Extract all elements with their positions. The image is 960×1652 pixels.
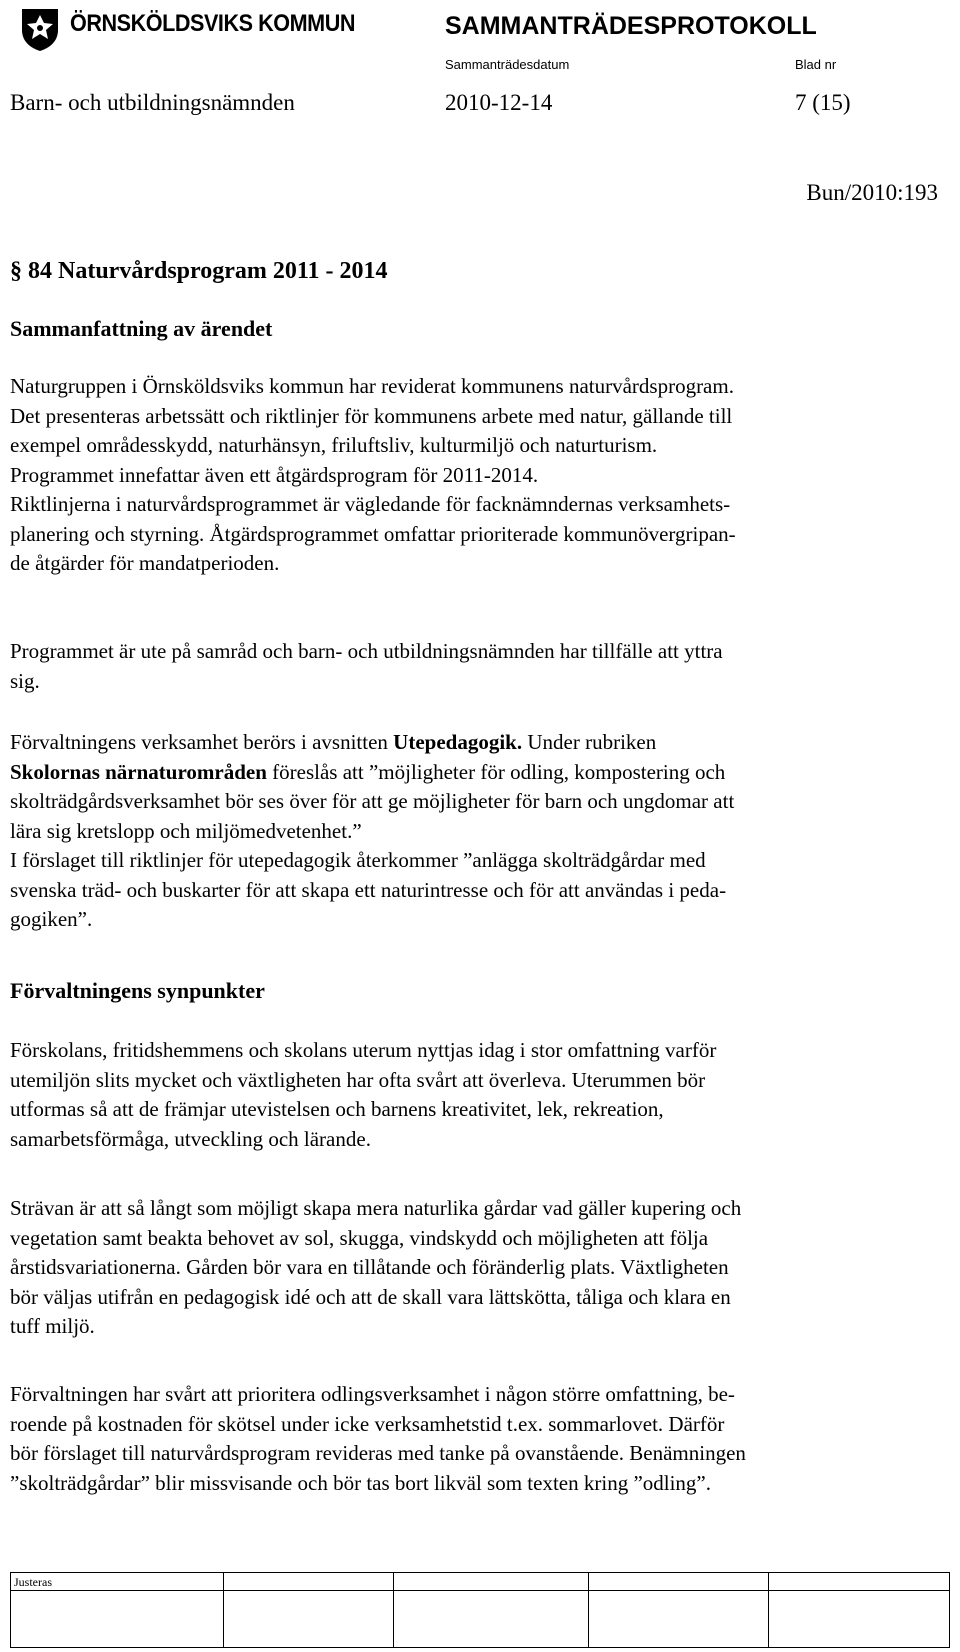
text-line: utformas så att de främjar utevistelsen och barnens kreativitet, lek, rekreation,	[10, 1097, 664, 1121]
signature-cell	[11, 1573, 224, 1647]
signature-field	[769, 1590, 949, 1647]
text-line: Naturgruppen i Örnsköldsviks kommun har reviderat kommunens naturvårdsprogram.	[10, 374, 734, 398]
meeting-date: 2010-12-14	[445, 90, 553, 115]
text-line	[10, 728, 940, 758]
text-line: Programmet är ute på samråd och barn- och utbildningsnämnden har tillfälle att yttra	[10, 639, 723, 663]
text-line: Programmet innefattar även ett åtgärdsprogram för 2011-2014.	[10, 462, 539, 487]
signature-field	[589, 1590, 768, 1647]
section-title: § 84 Naturvårdsprogram 2011 - 2014	[10, 258, 388, 284]
views-paragraph-2	[10, 1194, 940, 1342]
text-line: de åtgärder för mandatperioden.	[10, 551, 280, 575]
signature-field	[224, 1590, 393, 1647]
signature-label: Justeras	[14, 1575, 52, 1589]
summary-heading: Sammanfattning av ärendet	[10, 316, 273, 341]
text-run: föreslås att ”möjligheter för odling, kompostering och	[266, 759, 726, 784]
text-line: exempel områdesskydd, naturhänsyn, friluftsliv, kulturmiljö och naturturism.	[10, 433, 658, 457]
text-run: Under rubriken	[522, 730, 657, 754]
signature-field	[11, 1590, 223, 1647]
text-line: lära sig kretslopp och miljömedvetenhet.”	[10, 818, 362, 843]
text-line: årstidsvariationerna. Gården bör vara en tillåtande och föränderlig plats. Växtligheten	[10, 1255, 729, 1279]
text-line: Förskolans, fritidshemmens och skolans uterum nyttjas idag i stor omfattning varför	[10, 1038, 717, 1062]
text-line	[10, 758, 940, 788]
bold-term-utepedagogik: Utepedagogik.	[393, 730, 523, 754]
text-line: samarbetsförmåga, utveckling och lärande.	[10, 1126, 371, 1151]
text-line: planering och styrning. Åtgärdsprogrammet omfattar prioriterade kommunövergripan-	[10, 521, 736, 546]
organization-name: ÖRNSKÖLDSVIKS KOMMUN	[70, 10, 356, 37]
text-line: vegetation samt beakta behovet av sol, skugga, vindskydd och möjligheten att följa	[10, 1225, 709, 1250]
document-title: SAMMANTRÄDESPROTOKOLL	[445, 12, 817, 40]
bold-term-skolornas-narnaturomraden: Skolornas närnaturområden	[10, 759, 267, 784]
signature-field	[394, 1590, 588, 1647]
municipality-crest-logo	[18, 6, 62, 52]
signature-cell	[769, 1573, 949, 1647]
text-line: sig.	[10, 668, 40, 693]
text-line: Riktlinjerna i naturvårdsprogrammet är vägledande för facknämndernas verksamhets-	[10, 492, 731, 516]
committee-name: Barn- och utbildningsnämnden	[10, 90, 295, 115]
text-line: tuff miljö.	[10, 1314, 95, 1338]
summary-paragraph-1	[10, 372, 940, 579]
text-line: skolträdgårdsverksamhet bör ses över för att ge möjligheter för barn och ungdomar att	[10, 789, 735, 813]
text-line: bör förslaget till naturvårdsprogram revideras med tanke på ovanstående. Benämningen	[10, 1441, 746, 1465]
signature-box	[10, 1572, 950, 1648]
text-line: ”skolträdgårdar” blir missvisande och bör tas bort likväl som texten kring ”odling”.	[10, 1470, 711, 1495]
text-line: bör väljas utifrån en pedagogisk idé och att de skall vara lättskötta, tåliga och klara en	[10, 1284, 731, 1309]
page-number: 7 (15)	[795, 90, 851, 115]
text-line: svenska träd- och buskarter för att skapa ett naturintresse och för att användas i peda-	[10, 877, 727, 902]
text-line: gogiken”.	[10, 907, 93, 931]
case-reference: Bun/2010:193	[806, 180, 938, 205]
text-line: Förvaltningen har svårt att prioritera odlingsverksamhet i någon större omfattning, be-	[10, 1382, 735, 1406]
page-number-label: Blad nr	[795, 57, 837, 72]
text-line: roende på kostnaden för skötsel under icke verksamhetstid t.ex. sommarlovet. Därför	[10, 1411, 725, 1436]
summary-paragraph-3	[10, 728, 940, 935]
meeting-date-label: Sammanträdesdatum	[445, 57, 570, 72]
text-line: utemiljön slits mycket och växtligheten har ofta svårt att överleva. Uterummen bör	[10, 1067, 706, 1092]
views-heading: Förvaltningens synpunkter	[10, 978, 265, 1003]
views-paragraph-3	[10, 1380, 940, 1498]
signature-cell	[589, 1573, 769, 1647]
text-line: I förslaget till riktlinjer för utepedagogik återkommer ”anlägga skolträdgårdar med	[10, 848, 706, 872]
text-run: Förvaltningens verksamhet berörs i avsnitten	[10, 730, 394, 754]
signature-cell	[224, 1573, 394, 1647]
views-paragraph-1	[10, 1036, 940, 1154]
text-line: Strävan är att så långt som möjligt skapa mera naturlika gårdar vad gäller kupering och	[10, 1196, 742, 1220]
text-line: Det presenteras arbetssätt och riktlinjer för kommunens arbete med natur, gällande till	[10, 403, 733, 428]
signature-cell	[394, 1573, 589, 1647]
summary-paragraph-2	[10, 637, 940, 696]
